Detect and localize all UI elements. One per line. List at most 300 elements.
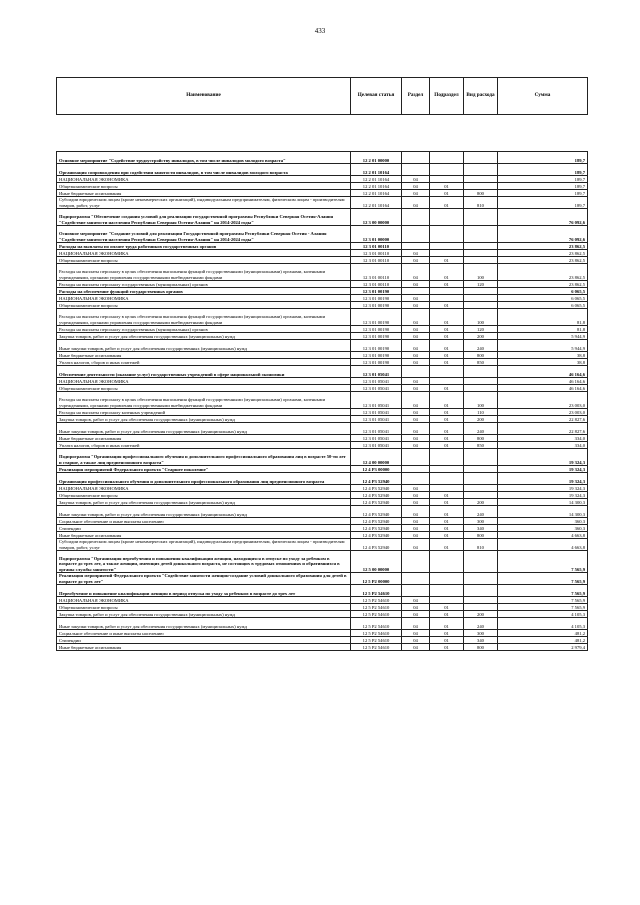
cell-subsection: 01	[430, 423, 464, 435]
cell-section: 04	[402, 604, 430, 611]
cell-amount: 189,7	[498, 190, 588, 197]
cell-subsection	[430, 209, 464, 226]
cell-expense-type: 100	[464, 392, 498, 409]
cell-section: 04	[402, 644, 430, 651]
cell-expense-type: 810	[464, 539, 498, 551]
cell-subsection	[430, 164, 464, 176]
cell-target: 12 3 01 05041	[351, 378, 402, 385]
header-section: Раздел	[402, 78, 430, 115]
cell-name: Общеэкономические вопросы	[57, 385, 351, 392]
cell-target: 12 2 01 00000	[351, 152, 402, 164]
cell-name: Подпрограмма "Организация переобучения и повышения квалификации женщин, находящихся в отпуске по уходу за ребенком в возрасте до трех лет, а также женщин, имеющих детей дошкольного возраста, не состоящих в трудовых отношениях и обратившихся в органы службы занятости"	[57, 551, 351, 573]
cell-amount: 6 065,5	[498, 288, 588, 295]
table-row	[57, 197, 588, 209]
cell-target: 12 5 P2 54610	[351, 630, 402, 637]
cell-section: 04	[402, 250, 430, 257]
cell-name: Реализация мероприятий Федерального проекта "Старшее поколение"	[57, 466, 351, 473]
cell-section: 04	[402, 435, 430, 442]
cell-subsection: 01	[430, 183, 464, 190]
cell-section	[402, 585, 430, 597]
cell-section: 04	[402, 333, 430, 340]
table-row	[57, 152, 588, 164]
cell-expense-type	[464, 226, 498, 243]
cell-amount: 360,3	[498, 525, 588, 532]
cell-expense-type: 240	[464, 423, 498, 435]
cell-subsection: 01	[430, 333, 464, 340]
cell-subsection	[430, 176, 464, 183]
cell-expense-type	[464, 288, 498, 295]
cell-name: Закупка товаров, работ и услуг для обеспечения государственных (муниципальных) нужд	[57, 611, 351, 618]
cell-expense-type	[464, 176, 498, 183]
cell-expense-type	[464, 250, 498, 257]
cell-subsection	[430, 485, 464, 492]
cell-expense-type	[464, 466, 498, 473]
cell-amount: 19 324,3	[498, 449, 588, 466]
header-target: Целевая статья	[351, 78, 402, 115]
cell-amount: 19 324,3	[498, 485, 588, 492]
cell-amount: 7 565,9	[498, 597, 588, 604]
cell-expense-type	[464, 152, 498, 164]
cell-amount: 14 300,3	[498, 506, 588, 518]
table-body	[57, 152, 588, 651]
cell-target: 12 3 01 00190	[351, 302, 402, 309]
cell-expense-type: 200	[464, 611, 498, 618]
cell-target: 12 3 01 00190	[351, 326, 402, 333]
table-row	[57, 466, 588, 473]
cell-section: 04	[402, 416, 430, 423]
cell-expense-type: 340	[464, 637, 498, 644]
cell-target: 12 3 01 05041	[351, 392, 402, 409]
cell-target: 12 2 01 10164	[351, 164, 402, 176]
table-row	[57, 257, 588, 264]
table-row	[57, 183, 588, 190]
cell-amount: 4 663,8	[498, 532, 588, 539]
cell-expense-type: 800	[464, 352, 498, 359]
cell-name: Расходы на выплаты персоналу казенных учреждений	[57, 409, 351, 416]
cell-target: 12 5 P2 00000	[351, 573, 402, 585]
cell-section: 04	[402, 176, 430, 183]
cell-target: 12 4 P3 52940	[351, 485, 402, 492]
cell-section: 04	[402, 326, 430, 333]
cell-amount: 19 324,3	[498, 473, 588, 485]
table-row	[57, 359, 588, 366]
cell-section: 04	[402, 442, 430, 449]
cell-target: 12 4 P3 52940	[351, 525, 402, 532]
cell-subsection: 01	[430, 359, 464, 366]
cell-expense-type: 340	[464, 525, 498, 532]
cell-amount: 189,7	[498, 197, 588, 209]
cell-expense-type	[464, 243, 498, 250]
cell-section: 04	[402, 506, 430, 518]
cell-amount: 189,7	[498, 152, 588, 164]
cell-section: 04	[402, 385, 430, 392]
cell-target: 12 3 01 05041	[351, 442, 402, 449]
cell-name: Субсидии юридическим лицам (кроме некоммерческих организаций), индивидуальным предпринимателям, физическим лицам - производителям товаров, работ, услуг	[57, 539, 351, 551]
cell-subsection	[430, 152, 464, 164]
cell-section	[402, 366, 430, 378]
cell-subsection: 01	[430, 435, 464, 442]
cell-name: Расходы на выплаты персоналу государственных (муниципальных) органов	[57, 281, 351, 288]
cell-name: Общеэкономические вопросы	[57, 183, 351, 190]
cell-section: 04	[402, 281, 430, 288]
cell-subsection	[430, 585, 464, 597]
cell-amount: 5 944,9	[498, 340, 588, 352]
table-row	[57, 485, 588, 492]
cell-name: Расходы на выплаты персоналу в целях обеспечения выполнения функций государственными (муниципальными) органами, казенными учреждениями, органами управления государственными внебюджетными фондами	[57, 392, 351, 409]
cell-target: 12 4 P3 52940	[351, 473, 402, 485]
cell-amount: 2 979,4	[498, 644, 588, 651]
cell-expense-type	[464, 604, 498, 611]
cell-name: Иные бюджетные ассигнования	[57, 532, 351, 539]
cell-name: Стипендии	[57, 525, 351, 532]
cell-amount: 81,8	[498, 309, 588, 326]
cell-target: 12 3 01 00110	[351, 264, 402, 281]
table-row	[57, 597, 588, 604]
cell-amount: 189,7	[498, 176, 588, 183]
cell-amount: 481,2	[498, 630, 588, 637]
cell-target: 12 4 P3 00000	[351, 466, 402, 473]
cell-expense-type: 800	[464, 532, 498, 539]
cell-target: 12 3 01 00110	[351, 250, 402, 257]
cell-target: 12 4 P3 52940	[351, 506, 402, 518]
table-row	[57, 525, 588, 532]
cell-amount: 7 565,9	[498, 585, 588, 597]
cell-amount: 23 862,5	[498, 281, 588, 288]
cell-name: Иные закупки товаров, работ и услуг для обеспечения государственных (муниципальных) нужд	[57, 423, 351, 435]
cell-target: 12 4 P3 52940	[351, 539, 402, 551]
table-row	[57, 288, 588, 295]
cell-target: 12 2 01 10164	[351, 183, 402, 190]
cell-section: 04	[402, 257, 430, 264]
header-gap	[57, 115, 588, 152]
cell-expense-type	[464, 302, 498, 309]
cell-subsection: 01	[430, 637, 464, 644]
cell-subsection: 01	[430, 326, 464, 333]
cell-section: 04	[402, 340, 430, 352]
table-row	[57, 385, 588, 392]
cell-section: 04	[402, 352, 430, 359]
cell-section	[402, 288, 430, 295]
cell-name: Иные закупки товаров, работ и услуг для обеспечения государственных (муниципальных) нужд	[57, 618, 351, 630]
cell-amount: 189,7	[498, 164, 588, 176]
cell-section	[402, 551, 430, 573]
cell-expense-type: 200	[464, 499, 498, 506]
cell-amount: 22 827,6	[498, 423, 588, 435]
table-row	[57, 226, 588, 243]
header-amount: Сумма	[498, 78, 588, 115]
cell-target: 12 3 01 00190	[351, 352, 402, 359]
table-row	[57, 423, 588, 435]
cell-amount: 6 065,5	[498, 295, 588, 302]
cell-section: 04	[402, 359, 430, 366]
table-row	[57, 449, 588, 466]
cell-amount: 23 003,0	[498, 392, 588, 409]
cell-section	[402, 473, 430, 485]
cell-amount: 4 663,8	[498, 539, 588, 551]
header-name: Наименование	[57, 78, 351, 115]
cell-name: НАЦИОНАЛЬНАЯ ЭКОНОМИКА	[57, 250, 351, 257]
cell-subsection: 01	[430, 644, 464, 651]
cell-name: Иные бюджетные ассигнования	[57, 644, 351, 651]
cell-section	[402, 243, 430, 250]
table-row	[57, 409, 588, 416]
cell-amount: 4 105,3	[498, 618, 588, 630]
table-row	[57, 340, 588, 352]
table-row	[57, 309, 588, 326]
cell-target: 12 4 P3 52940	[351, 518, 402, 525]
cell-subsection: 01	[430, 525, 464, 532]
table-row	[57, 573, 588, 585]
cell-section: 04	[402, 183, 430, 190]
cell-section: 04	[402, 525, 430, 532]
cell-subsection	[430, 378, 464, 385]
table-row	[57, 264, 588, 281]
cell-subsection	[430, 466, 464, 473]
table-row	[57, 611, 588, 618]
cell-name: Организация профессионального обучения и дополнительного профессионального образования лиц предпенсионного возраста	[57, 473, 351, 485]
cell-name: Общеэкономические вопросы	[57, 257, 351, 264]
cell-name: Социальное обеспечение и иные выплаты населению	[57, 630, 351, 637]
table-row	[57, 618, 588, 630]
table-row	[57, 416, 588, 423]
cell-amount: 23 862,5	[498, 243, 588, 250]
cell-expense-type: 850	[464, 359, 498, 366]
cell-expense-type	[464, 551, 498, 573]
header-subsection: Подраздел	[430, 78, 464, 115]
table-row	[57, 532, 588, 539]
table-row	[57, 585, 588, 597]
cell-section: 04	[402, 378, 430, 385]
cell-expense-type: 120	[464, 326, 498, 333]
cell-expense-type	[464, 209, 498, 226]
cell-expense-type	[464, 164, 498, 176]
cell-expense-type: 800	[464, 190, 498, 197]
cell-section: 04	[402, 637, 430, 644]
cell-target: 12 3 01 00190	[351, 359, 402, 366]
cell-section: 04	[402, 611, 430, 618]
cell-subsection	[430, 366, 464, 378]
cell-expense-type: 240	[464, 506, 498, 518]
cell-expense-type	[464, 378, 498, 385]
cell-name: НАЦИОНАЛЬНАЯ ЭКОНОМИКА	[57, 597, 351, 604]
cell-section: 04	[402, 264, 430, 281]
table-row	[57, 539, 588, 551]
cell-expense-type	[464, 585, 498, 597]
cell-subsection: 01	[430, 506, 464, 518]
cell-expense-type	[464, 295, 498, 302]
cell-target: 12 5 P2 54610	[351, 618, 402, 630]
cell-subsection	[430, 597, 464, 604]
cell-amount: 7 565,9	[498, 573, 588, 585]
cell-name: Основное мероприятие "Создание условий для реализации Государственной программы Республики Северная Осетия - Алания "Содействие занятости населения Республики Северная Осетия-Алания" на 2014-2024 годы"	[57, 226, 351, 243]
table-row	[57, 630, 588, 637]
table-row	[57, 243, 588, 250]
cell-amount: 19 324,3	[498, 466, 588, 473]
cell-name: Расходы на обеспечение функций государственных органов	[57, 288, 351, 295]
cell-subsection	[430, 226, 464, 243]
cell-subsection: 01	[430, 492, 464, 499]
cell-expense-type: 800	[464, 435, 498, 442]
cell-name: Подпрограмма "Организация профессионального обучения и дополнительного профессионального образования лиц в возрасте 50-ти лет и старше, а также лиц предпенсионного возраста"	[57, 449, 351, 466]
cell-name: НАЦИОНАЛЬНАЯ ЭКОНОМИКА	[57, 295, 351, 302]
cell-name: Общеэкономические вопросы	[57, 604, 351, 611]
cell-expense-type	[464, 573, 498, 585]
cell-name: Иные закупки товаров, работ и услуг для обеспечения государственных (муниципальных) нужд	[57, 340, 351, 352]
cell-subsection	[430, 243, 464, 250]
cell-section	[402, 152, 430, 164]
cell-section: 04	[402, 409, 430, 416]
cell-subsection: 01	[430, 416, 464, 423]
cell-section: 04	[402, 532, 430, 539]
cell-target: 12 5 00 00000	[351, 551, 402, 573]
cell-name: Иные бюджетные ассигнования	[57, 190, 351, 197]
cell-target: 12 3 01 05041	[351, 366, 402, 378]
table-header-row	[57, 78, 588, 115]
cell-amount: 189,7	[498, 183, 588, 190]
cell-expense-type: 800	[464, 644, 498, 651]
cell-expense-type	[464, 257, 498, 264]
cell-section: 04	[402, 392, 430, 409]
cell-amount: 360,3	[498, 518, 588, 525]
cell-target: 12 3 01 00110	[351, 281, 402, 288]
cell-amount: 334,0	[498, 442, 588, 449]
cell-amount: 76 092,6	[498, 209, 588, 226]
cell-subsection: 01	[430, 302, 464, 309]
cell-expense-type: 240	[464, 340, 498, 352]
cell-target: 12 5 P2 54610	[351, 644, 402, 651]
cell-subsection: 01	[430, 499, 464, 506]
cell-subsection: 01	[430, 197, 464, 209]
cell-subsection: 01	[430, 264, 464, 281]
table-row	[57, 637, 588, 644]
cell-subsection: 01	[430, 518, 464, 525]
cell-target: 12 5 P2 54610	[351, 604, 402, 611]
table-row	[57, 176, 588, 183]
cell-section: 04	[402, 492, 430, 499]
cell-section: 04	[402, 539, 430, 551]
table-row	[57, 518, 588, 525]
cell-name: Общеэкономические вопросы	[57, 492, 351, 499]
cell-subsection: 01	[430, 409, 464, 416]
table-row	[57, 352, 588, 359]
cell-name: Расходы на выплаты персоналу в целях обеспечения выполнения функций государственными (муниципальными) органами, казенными учреждениями, органами управления государственными внебюджетными фондами	[57, 309, 351, 326]
cell-expense-type: 300	[464, 518, 498, 525]
table-row	[57, 295, 588, 302]
table-row	[57, 190, 588, 197]
cell-expense-type: 100	[464, 309, 498, 326]
cell-name: Социальное обеспечение и иные выплаты населению	[57, 518, 351, 525]
page-number: 433	[314, 27, 326, 35]
cell-expense-type: 200	[464, 416, 498, 423]
table-row	[57, 506, 588, 518]
cell-amount: 23 003,0	[498, 409, 588, 416]
cell-name: Расходы на выплаты по оплате труда работников государственных органов	[57, 243, 351, 250]
cell-target: 12 3 01 00000	[351, 226, 402, 243]
cell-subsection: 01	[430, 309, 464, 326]
cell-section	[402, 226, 430, 243]
cell-name: НАЦИОНАЛЬНАЯ ЭКОНОМИКА	[57, 485, 351, 492]
cell-target: 12 5 P2 54610	[351, 637, 402, 644]
cell-section	[402, 449, 430, 466]
cell-target: 12 3 01 05041	[351, 423, 402, 435]
cell-section	[402, 573, 430, 585]
cell-expense-type: 200	[464, 333, 498, 340]
cell-expense-type: 810	[464, 197, 498, 209]
cell-name: НАЦИОНАЛЬНАЯ ЭКОНОМИКА	[57, 378, 351, 385]
cell-name: Иные закупки товаров, работ и услуг для обеспечения государственных (муниципальных) нужд	[57, 506, 351, 518]
table-row	[57, 435, 588, 442]
cell-expense-type	[464, 385, 498, 392]
cell-name: Организация сопровождения при содействии занятости инвалидов, в том числе инвалидов молодого возраста	[57, 164, 351, 176]
cell-section: 04	[402, 518, 430, 525]
cell-subsection	[430, 250, 464, 257]
cell-section: 04	[402, 197, 430, 209]
table-row	[57, 333, 588, 340]
cell-subsection	[430, 473, 464, 485]
table-row	[57, 604, 588, 611]
cell-amount: 46 164,6	[498, 366, 588, 378]
cell-section	[402, 209, 430, 226]
cell-amount: 23 862,5	[498, 257, 588, 264]
cell-subsection: 01	[430, 611, 464, 618]
cell-amount: 76 092,6	[498, 226, 588, 243]
cell-expense-type: 120	[464, 281, 498, 288]
cell-subsection: 01	[430, 281, 464, 288]
cell-subsection	[430, 573, 464, 585]
cell-name: Обеспечение деятельности (оказание услуг) государственных учреждений в сфере национальной экономики	[57, 366, 351, 378]
cell-amount: 7 565,9	[498, 551, 588, 573]
cell-section: 04	[402, 302, 430, 309]
cell-subsection: 01	[430, 539, 464, 551]
cell-section: 04	[402, 295, 430, 302]
cell-amount: 19 324,3	[498, 492, 588, 499]
cell-target: 12 3 01 00190	[351, 288, 402, 295]
cell-subsection: 01	[430, 385, 464, 392]
cell-name: Основное мероприятие "Содействие трудоустройству инвалидов, в том числе инвалидов молодого возраста"	[57, 152, 351, 164]
budget-table	[56, 77, 588, 651]
cell-name: НАЦИОНАЛЬНАЯ ЭКОНОМИКА	[57, 176, 351, 183]
cell-section: 04	[402, 618, 430, 630]
table-row	[57, 164, 588, 176]
table-row	[57, 442, 588, 449]
cell-target: 12 3 01 00110	[351, 243, 402, 250]
cell-target: 12 3 01 00190	[351, 333, 402, 340]
cell-name: Иные бюджетные ассигнования	[57, 435, 351, 442]
cell-target: 12 3 01 05041	[351, 435, 402, 442]
cell-expense-type	[464, 183, 498, 190]
cell-subsection: 01	[430, 257, 464, 264]
cell-section: 04	[402, 630, 430, 637]
cell-amount: 23 862,5	[498, 250, 588, 257]
cell-name: Стипендии	[57, 637, 351, 644]
cell-amount: 7 565,9	[498, 604, 588, 611]
cell-amount: 5 944,9	[498, 333, 588, 340]
header-expense-type: Вид расхода	[464, 78, 498, 115]
cell-subsection: 01	[430, 340, 464, 352]
cell-expense-type	[464, 449, 498, 466]
cell-target: 12 3 01 05041	[351, 385, 402, 392]
cell-name: Уплата налогов, сборов и иных платежей	[57, 359, 351, 366]
cell-expense-type: 100	[464, 264, 498, 281]
cell-section: 04	[402, 190, 430, 197]
cell-subsection	[430, 449, 464, 466]
cell-target: 12 3 01 00190	[351, 295, 402, 302]
cell-subsection: 01	[430, 618, 464, 630]
cell-target: 12 2 01 10164	[351, 197, 402, 209]
cell-target: 12 5 P2 54610	[351, 585, 402, 597]
cell-subsection	[430, 288, 464, 295]
cell-name: Уплата налогов, сборов и иных платежей	[57, 442, 351, 449]
